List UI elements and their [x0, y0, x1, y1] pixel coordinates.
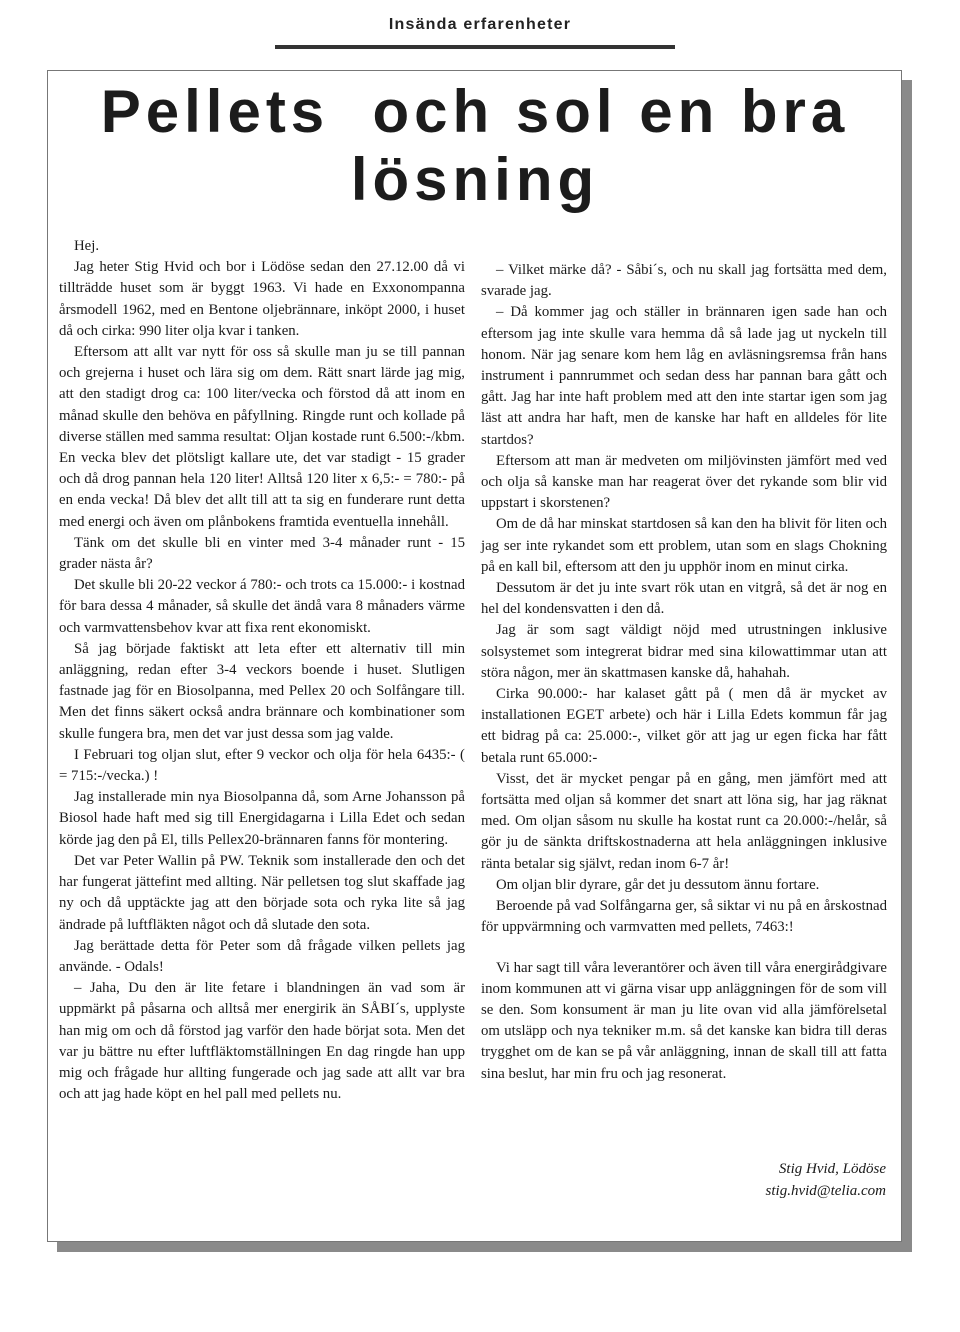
paragraph: Om oljan blir dyrare, går det ju dessutom ännu fortare.	[496, 876, 820, 893]
title-line-2: lösning	[350, 146, 600, 213]
paragraph: Jag installerade min nya Biosolpanna då, som Arne Johansson på Biosol hade haft med sig till Energidagarna i Lilla Edet och sedan körde jag den på El, tills Pellex20-brännaren fanns för montering.	[59, 789, 465, 848]
paragraph: Visst, det är mycket pengar på en gång, men jämfört med att fortsätta med oljan så kommer det snart att löna sig, har jag räknat med. Om oljan såsom nu skulle ha kostat runt ca 20.000:-/helår, så gör ju de sänkta driftskostnaderna att hela anläggningen inklusive ränta betalar sig självt, redan inom 6-7 år!	[481, 770, 887, 872]
section-header: Insända erfarenheter	[388, 16, 572, 33]
paragraph: Jag berättade detta för Peter som då frågade vilken pellets jag använde. - Odals!	[59, 937, 465, 975]
paragraph: Om de då har minskat startdosen så kan den ha blivit för liten och jag ser inte rykandet som ett problem, utan som en slags Chokning på en kall bil, eftersom att den ju upphör inom en minut cirka.	[481, 516, 887, 575]
title-line-1: Pellets och sol en bra	[100, 78, 850, 145]
paragraph: Eftersom att man är medveten om miljövinsten jämfört med ved och olja så kanske man har reagerat över det rykande som blir vid uppstart i skorstenen?	[481, 452, 887, 512]
paragraph: Jag heter Stig Hvid och bor i Lödöse sedan den 27.12.00 då vi tillträdde huset som är byggt 1963. Vi hade en Exxonompanna årsmodell 1962, med en Bentone oljebrännare, inköpt 2000, i huset då och cirka: 990 liter olja kvar i tanken.	[59, 259, 465, 339]
paragraph: – Jaha, Du den är lite fetare i blandningen än vad som är uppmärkt på påsarna och alltså mer energirik än SÅBI´s, upplyste han mig om och då förstod jag varför den hade börjat sota. Men det var ju bättre nu efter luftfläktomställningen En dag ringde han upp mig och frågade hur allting fungerade och jag sade att allt var bra och att jag hade köpt en hel pall med pellets nu.	[59, 980, 465, 1103]
paragraph: Beroende på vad Solfångarna ger, så siktar vi nu på en årskostnad för uppvärmning och varmvatten med pellets, 7463:!	[481, 898, 887, 936]
paragraph: Dessutom är det ju inte svart rök utan en vitgrå, så det är nog en hel del kondensvatten i den då.	[481, 580, 887, 618]
left-column	[59, 236, 465, 1105]
paragraph: Vi har sagt till våra leverantörer och även till våra energirådgivare inom kommunen att vi gärna visar upp anläggningen för de som vill se den. Som konsument är man ju lite ovan vid alla jämförelsetal om utsläpp och nya tekniker m.m. så det kanske kan bidra till deras trygghet om de kan se på vår anläggning, innan de skall till att fatta sina beslut, har min fru och jag resonerat.	[481, 959, 887, 1082]
paragraph: Eftersom att allt var nytt för oss så skulle man ju se till pannan och grejerna i huset och lära sig om dem. Rätt snart lärde jag mig, att den stadigt drog ca: 100 liter/vecka och förstod då att inom en månad skulle den behöva en påfyllning. Ringde runt och kollade på diverse ställen med samma resultat: Oljan kostade runt 6.500:-/kbm. En vecka blev det plötsligt kallare ute, det var stadigt - 15 grader och då drog pannan hela 120 liter! Alltså 120 liter x 6,5:- = 780:- på en enda vecka! Då blev det allt till att ta sig en funderare runt detta med energi och även om plånbokens framtida eventuella innehåll.	[59, 344, 465, 530]
paragraph: Tänk om det skulle bli en vinter med 3-4 månader runt - 15 grader nästa år?	[59, 534, 465, 573]
paragraph: Det var Peter Wallin på PW. Teknik som installerade den och det har fungerat jättefint med allting. När pelletsen tog slut skaffade jag ny och då upptäckte jag att den började sota och ryka lite så jag ändrade på luftfläkten något och då slutade den sota.	[59, 852, 465, 933]
paragraph: Cirka 90.000:- har kalaset gått på ( men då är mycket av installationen EGET arbete) och här i Lilla Edets kommun får jag ett bidrag på ca: 25.000:-, vilket gör att jag ur egen ficka har fått betala runt 65.000:-	[481, 686, 887, 766]
paragraph: – Då kommer jag och ställer in brännaren igen sade han och eftersom jag inte skulle vara hemma då så lade jag ut nyckeln till honom. När jag senare kom hem låg en avläsningsremsa från hans instrument i pannrummet och sedan dess har pannan bara gått och gått. Jag har inte haft problem med att den inte startar igen som jag läst att andra har haft, men de kanske har haft en alldeles för lite startdos?	[481, 304, 887, 448]
signature	[600, 1159, 886, 1202]
paragraph: Jag är som sagt väldigt nöjd med utrustningen inklusive solsystemet som integrerat bidrar med sina kilowattimmar utan att störa någon, mer än skattmasen kanske då, hahahah.	[481, 622, 887, 681]
paragraph: Hej.	[74, 238, 100, 254]
header-rule	[275, 45, 675, 49]
signature-email: stig.hvid@telia.com	[765, 1182, 886, 1199]
paragraph: Det skulle bli 20-22 veckor á 780:- och trots ca 15.000:- i kostnad för bara dessa 4 månader, så skulle det ändå vara 8 månaders värme och varmvattensbehov kvar att fixa rent ekonomiskt.	[59, 577, 465, 636]
paragraph: – Vilket märke då? - Såbi´s, och nu skall jag fortsätta med dem, svarade jag.	[481, 262, 887, 300]
paragraph: Så jag började faktiskt att leta efter ett alternativ till min anläggning, redan efter 3-4 veckors boende i huset. Slutligen fastnade jag för en Biosolpanna, med Pellex 20 och Solfångare till. Men det finns säkert också andra brännare och kombinationer som skulle fungera bra, men det var just dessa som jag valde.	[59, 640, 465, 742]
article-title	[60, 78, 890, 214]
right-column	[481, 260, 887, 1085]
signature-name: Stig Hvid, Lödöse	[778, 1161, 886, 1177]
paragraph-gap	[481, 939, 887, 958]
paragraph: I Februari tog oljan slut, efter 9 veckor och olja för hela 6435:- ( = 715:-/vecka.) !	[59, 746, 465, 785]
